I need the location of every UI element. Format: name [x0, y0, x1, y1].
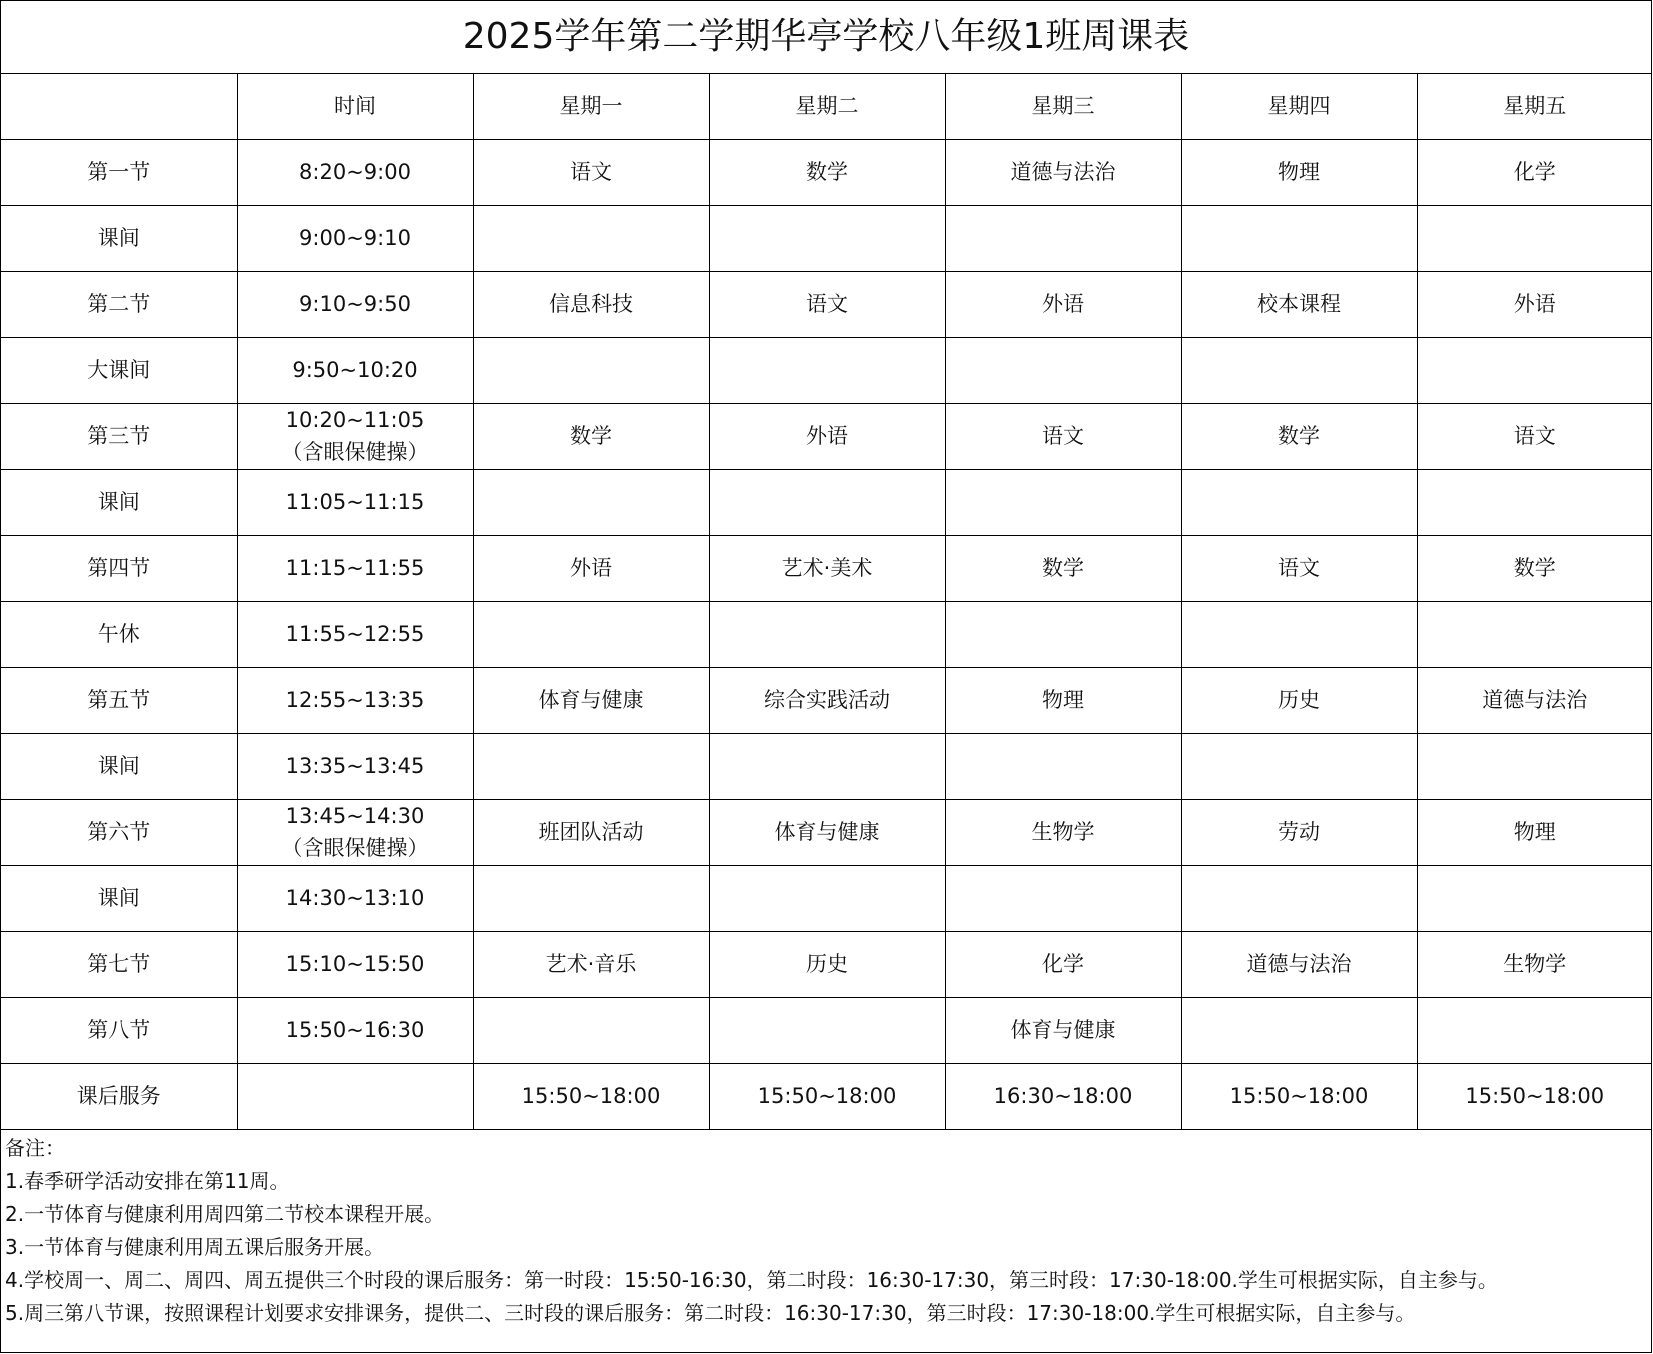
subject-cell	[1417, 206, 1652, 272]
time-range: 9:50~10:20	[292, 357, 418, 382]
table-row	[1, 800, 1652, 866]
subject-cell: 体育与健康	[945, 998, 1181, 1064]
period-cell: 课间	[1, 866, 237, 932]
period-cell: 第二节	[1, 272, 237, 338]
note-line: 4.学校周一、周二、周四、周五提供三个时段的课后服务：第一时段：15:50-16:30，第二时段：16:30-17:30，第三时段：17:30-18:00.学生可根据实际，自主参与。	[5, 1268, 1498, 1292]
subject-cell	[1181, 734, 1417, 800]
subject-cell	[1417, 470, 1652, 536]
subject-cell: 数学	[1417, 536, 1652, 602]
subject-cell	[473, 998, 709, 1064]
subject-cell	[1181, 998, 1417, 1064]
time-cell	[237, 668, 473, 734]
subject-cell: 生物学	[1417, 932, 1652, 998]
period-cell: 课间	[1, 470, 237, 536]
subject-cell: 外语	[945, 272, 1181, 338]
subject-cell: 外语	[709, 404, 945, 470]
time-range: 15:10~15:50	[285, 951, 425, 976]
table-row	[1, 470, 1652, 536]
subject-cell: 校本课程	[1181, 272, 1417, 338]
subject-cell: 语文	[1417, 404, 1652, 470]
time-cell	[237, 536, 473, 602]
time-range: 9:00~9:10	[299, 225, 411, 250]
subject-cell	[945, 470, 1181, 536]
time-cell	[237, 272, 473, 338]
subject-cell: 15:50~18:00	[1181, 1064, 1417, 1130]
time-cell	[237, 140, 473, 206]
time-range: 9:10~9:50	[299, 291, 411, 316]
notes-heading: 备注：	[5, 1136, 65, 1160]
subject-cell: 综合实践活动	[709, 668, 945, 734]
subject-cell: 历史	[1181, 668, 1417, 734]
period-cell: 第四节	[1, 536, 237, 602]
subject-cell: 数学	[1181, 404, 1417, 470]
subject-cell	[945, 206, 1181, 272]
header-cell-thursday: 星期四	[1181, 74, 1417, 140]
page-title: 2025学年第二学期华亭学校八年级1班周课表	[1, 1, 1651, 74]
subject-cell: 艺术·音乐	[473, 932, 709, 998]
subject-cell	[709, 998, 945, 1064]
subject-cell	[473, 470, 709, 536]
table-row	[1, 668, 1652, 734]
subject-cell: 外语	[473, 536, 709, 602]
subject-cell	[1181, 206, 1417, 272]
subject-cell	[1417, 338, 1652, 404]
table-row	[1, 602, 1652, 668]
subject-cell: 语文	[945, 404, 1181, 470]
table-row	[1, 866, 1652, 932]
time-cell	[237, 800, 473, 866]
header-cell-friday: 星期五	[1417, 74, 1652, 140]
subject-cell	[1417, 734, 1652, 800]
subject-cell	[945, 338, 1181, 404]
subject-cell: 15:50~18:00	[473, 1064, 709, 1130]
subject-cell: 体育与健康	[709, 800, 945, 866]
period-cell: 第六节	[1, 800, 237, 866]
subject-cell: 数学	[709, 140, 945, 206]
header-cell-wednesday: 星期三	[945, 74, 1181, 140]
header-cell-time: 时间	[237, 74, 473, 140]
subject-cell	[945, 734, 1181, 800]
time-cell	[237, 602, 473, 668]
period-cell: 第五节	[1, 668, 237, 734]
time-cell	[237, 866, 473, 932]
subject-cell: 语文	[1181, 536, 1417, 602]
subject-cell: 劳动	[1181, 800, 1417, 866]
time-cell	[237, 404, 473, 470]
subject-cell	[1417, 866, 1652, 932]
time-range: 12:55~13:35	[285, 687, 425, 712]
subject-cell	[1181, 602, 1417, 668]
subject-cell	[709, 338, 945, 404]
time-note: （含眼保健操）	[281, 439, 429, 464]
table-row	[1, 140, 1652, 206]
table-row	[1, 734, 1652, 800]
subject-cell: 道德与法治	[1181, 932, 1417, 998]
table-row	[1, 404, 1652, 470]
note-line: 1.春季研学活动安排在第11周。	[5, 1169, 290, 1193]
table-row	[1, 206, 1652, 272]
subject-cell: 15:50~18:00	[1417, 1064, 1652, 1130]
subject-cell: 数学	[473, 404, 709, 470]
time-range: 11:15~11:55	[285, 555, 425, 580]
subject-cell	[473, 338, 709, 404]
time-range: 8:20~9:00	[299, 159, 411, 184]
time-cell	[237, 734, 473, 800]
time-cell	[237, 470, 473, 536]
header-cell-monday: 星期一	[473, 74, 709, 140]
period-cell: 课间	[1, 734, 237, 800]
time-range: 11:55~12:55	[285, 621, 425, 646]
subject-cell: 数学	[945, 536, 1181, 602]
header-cell-tuesday: 星期二	[709, 74, 945, 140]
time-note: （含眼保健操）	[281, 835, 429, 860]
subject-cell: 道德与法治	[945, 140, 1181, 206]
period-cell: 大课间	[1, 338, 237, 404]
subject-cell: 化学	[1417, 140, 1652, 206]
period-cell: 第一节	[1, 140, 237, 206]
note-line: 2.一节体育与健康利用周四第二节校本课程开展。	[5, 1202, 445, 1226]
subject-cell: 语文	[709, 272, 945, 338]
subject-cell: 15:50~18:00	[709, 1064, 945, 1130]
subject-cell	[1181, 866, 1417, 932]
subject-cell	[1181, 338, 1417, 404]
subject-cell: 生物学	[945, 800, 1181, 866]
timetable-body	[1, 74, 1652, 1130]
subject-cell: 外语	[1417, 272, 1652, 338]
period-cell: 第三节	[1, 404, 237, 470]
time-cell	[237, 998, 473, 1064]
timetable	[1, 74, 1652, 1130]
time-range: 13:35~13:45	[285, 753, 425, 778]
time-cell	[237, 206, 473, 272]
subject-cell: 体育与健康	[473, 668, 709, 734]
table-row	[1, 1064, 1652, 1130]
subject-cell	[945, 602, 1181, 668]
subject-cell	[1417, 602, 1652, 668]
subject-cell: 道德与法治	[1417, 668, 1652, 734]
table-row	[1, 536, 1652, 602]
subject-cell: 物理	[1181, 140, 1417, 206]
time-range: 15:50~16:30	[285, 1017, 425, 1042]
subject-cell	[473, 734, 709, 800]
period-cell: 第八节	[1, 998, 237, 1064]
subject-cell: 艺术·美术	[709, 536, 945, 602]
subject-cell	[709, 206, 945, 272]
subject-cell	[1181, 470, 1417, 536]
table-row	[1, 272, 1652, 338]
time-range: 11:05~11:15	[285, 489, 425, 514]
subject-cell: 历史	[709, 932, 945, 998]
subject-cell	[1417, 998, 1652, 1064]
subject-cell: 物理	[1417, 800, 1652, 866]
time-range: 10:20~11:05	[285, 408, 425, 432]
period-cell: 午休	[1, 602, 237, 668]
subject-cell	[945, 866, 1181, 932]
period-cell: 课间	[1, 206, 237, 272]
table-row	[1, 932, 1652, 998]
subject-cell	[709, 866, 945, 932]
subject-cell	[709, 470, 945, 536]
subject-cell	[473, 866, 709, 932]
table-row	[1, 338, 1652, 404]
time-cell	[237, 1064, 473, 1130]
subject-cell	[473, 602, 709, 668]
time-range: 13:45~14:30	[285, 804, 425, 828]
header-row	[1, 74, 1652, 140]
period-cell: 课后服务	[1, 1064, 237, 1130]
time-range: 14:30~13:10	[285, 885, 425, 910]
subject-cell	[709, 602, 945, 668]
subject-cell: 16:30~18:00	[945, 1064, 1181, 1130]
subject-cell: 班团队活动	[473, 800, 709, 866]
period-cell: 第七节	[1, 932, 237, 998]
header-cell-blank	[1, 74, 237, 140]
subject-cell: 物理	[945, 668, 1181, 734]
note-line: 3.一节体育与健康利用周五课后服务开展。	[5, 1235, 385, 1259]
subject-cell	[709, 734, 945, 800]
table-row	[1, 998, 1652, 1064]
subject-cell: 化学	[945, 932, 1181, 998]
subject-cell: 信息科技	[473, 272, 709, 338]
time-cell	[237, 338, 473, 404]
time-cell	[237, 932, 473, 998]
note-line: 5.周三第八节课，按照课程计划要求安排课务，提供二、三时段的课后服务：第二时段：16:30-17:30，第三时段：17:30-18:00.学生可根据实际，自主参与。	[5, 1301, 1416, 1325]
subject-cell	[473, 206, 709, 272]
notes-section	[1, 1130, 1651, 1330]
subject-cell: 语文	[473, 140, 709, 206]
